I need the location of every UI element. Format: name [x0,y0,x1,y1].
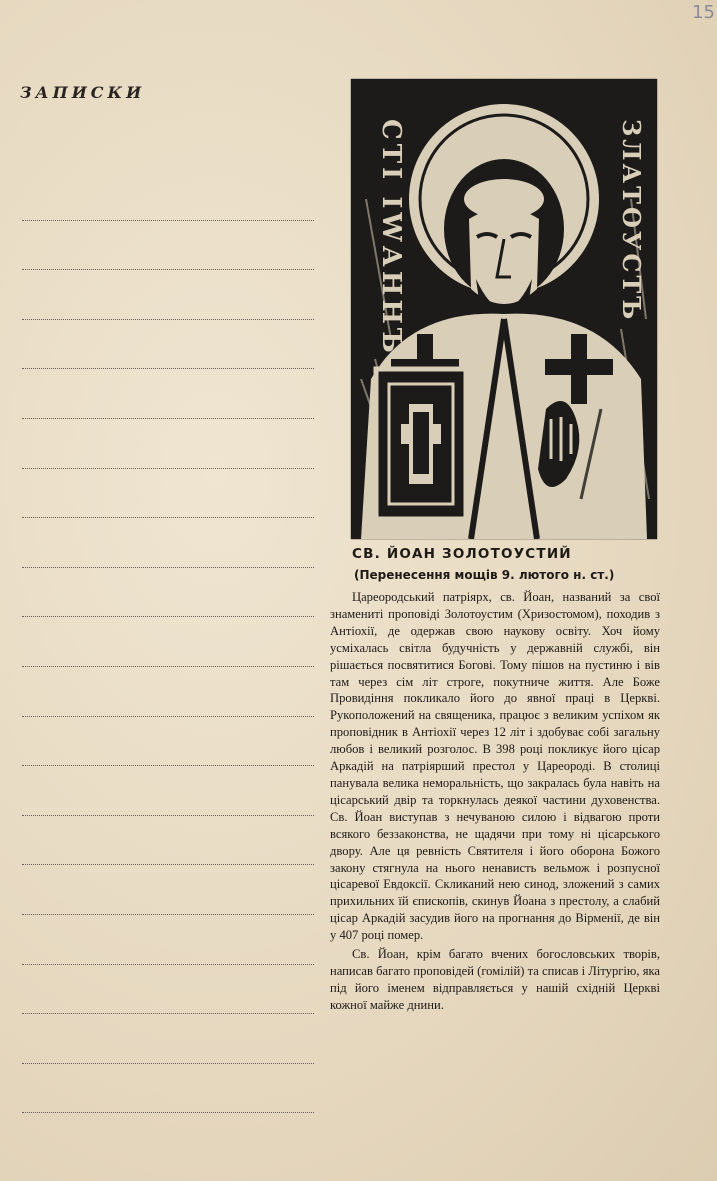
note-line [22,816,314,866]
note-line [22,270,314,320]
note-line [22,617,314,667]
note-line [22,667,314,717]
saint-icon-woodcut [351,79,657,539]
page-number: 15 [692,2,715,23]
icon-inscription-right: ЗЛАТОУСТЪ [617,119,646,323]
notes-heading: ЗАПИСКИ [20,83,146,102]
note-line [22,965,314,1015]
note-line [22,320,314,370]
note-line [22,518,314,568]
article-text [330,589,660,1014]
image-caption [352,546,662,582]
notes-lines [22,171,314,1113]
article-paragraph: Цареородський патріярх, св. Йоан, названий за свої знамениті проповіді Золотоустим (Хризостомом), походив з Антіохії, де одержав свою наукову освіту. Хоч йому усміхалась світла будучність у державній службі, він рішається посвятитися Богові. Тому пішов на пустиню і вів там через сім літ строге, покутниче життя. Але Боже Провидіння покликало його до явної праці в Церкві. Рукоположений на священика, працює з великим успіхом як проповідник в Антіохії через 12 літ і здобуває собі загальну любов і великий розголос. В 398 році покликує його цісар Аркадій на патріярший престол у Цареороді. В столиці панувала велика неморальність, що закралась була навіть на цісарський двір та торкнулась деякої частини духовенства. Св. Йоан виступав з нечуваною силою і відвагою проти всякого беззаконства, не щадячи при тому ні цісарського двору. Але ця ревність Святителя і його оборона Божого закону стягнула на нього ненависть вельмож і розпусної цісаревої Евдоксії. Скликаний нею синод, зложений з самих прихильних їй єпископів, скинув Йоана з престолу, а слабий цісар Аркадій засудив його на прогнання до Вірменії, де він у 407 році помер. [330,590,660,943]
article-paragraph: Св. Йоан, крім багато вчених богословських творів, написав багато проповідей (гомілій) та списав і Літургію, яка під його іменем відправляється у нашій східній Церкві кожної майже днини. [330,947,660,1012]
icon-inscription-left: СТІ ІWАННЪ [376,119,406,357]
note-line [22,369,314,419]
note-line [22,766,314,816]
caption-subtitle: (Перенесення мощів 9. лютого н. ст.) [354,568,615,582]
caption-title: СВ. ЙОАН ЗОЛОТОУСТИЙ [352,546,572,562]
note-line [22,1014,314,1064]
note-line [22,171,314,221]
note-line [22,469,314,519]
note-line [22,568,314,618]
note-line [22,1064,314,1114]
note-line [22,865,314,915]
note-line [22,419,314,469]
note-line [22,915,314,965]
note-line [22,221,314,271]
note-line [22,717,314,767]
